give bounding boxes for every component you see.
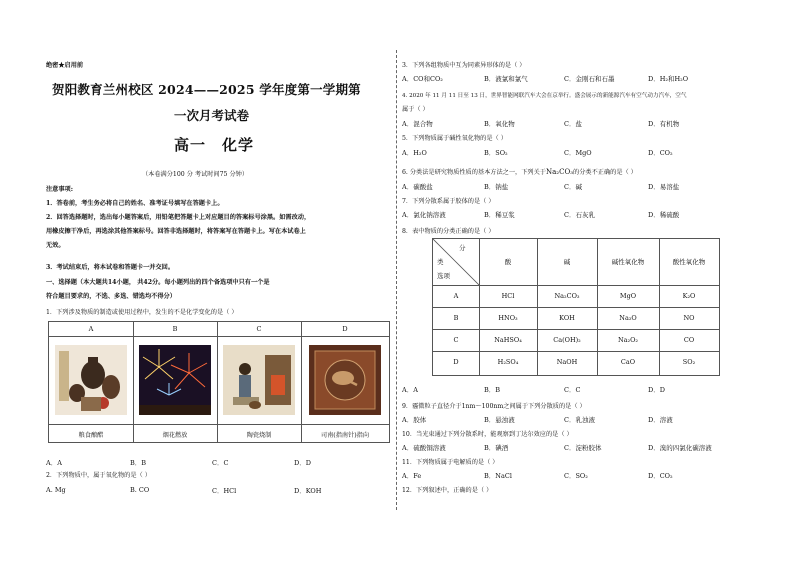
q1-stem: 1．下列涉及物质的制造或使用过程中，发生的不是化学变化的是（ ） [46,309,238,316]
vinegar-brewing-picture [55,345,127,415]
q3-option-a: A．CO和CO₂ [402,75,443,83]
q12-stem: 12．下列叙述中，正确的是（ ） [402,487,493,494]
q6-option-a: A．碳酸盐 [402,183,433,191]
q1-option-b: B．B [130,459,147,467]
q7-option-b: B．稀豆浆 [484,211,515,219]
q1-header-b: B [172,325,178,333]
q8-row-c-acidic-oxide: CO [683,336,695,344]
section1-line1: 一、选择题（本大题共14小题， 共42分。每小题列出的四个备选项中只有一个是 [46,279,270,286]
q3-option-d: D．H₂和H₂O [648,75,689,83]
q8-corner-top: 分 [459,244,466,252]
q8-header-acid: 酸 [504,258,512,266]
q8-corner-bottom: 选项 [437,272,450,280]
q1-header-a: A [88,325,94,333]
q1-image-table [48,321,390,443]
q9-option-d: D．溶液 [648,416,673,424]
q4-option-c: C．盐 [564,120,582,128]
q8-corner-mid: 类 [437,258,444,266]
q5-stem: 5．下列物质属于碱性氧化物的是（ ） [402,135,507,142]
q11-option-d: D．CO₂ [648,472,673,480]
q7-option-d: D．稀硫酸 [648,211,680,219]
q1-option-d: D．D [294,459,311,467]
q8-row-a-label: A [453,292,459,300]
q3-stem: 3．下列各组物质中互为同素异形体的是（ ） [402,62,526,69]
q2-option-d: D．KOH [294,487,322,495]
q5-option-c: C．MgO [564,149,592,157]
secret-label: 绝密★启用前 [46,62,84,69]
q8-row-b-acidic-oxide: NO [683,314,695,322]
q8-option-d: D．D [648,386,665,394]
subject-label: 化学 [222,136,255,154]
q1-caption-a: 粮食酿醋 [78,432,104,439]
q6-option-d: D．易溶盐 [648,183,680,191]
q8-row-a-acidic-oxide: K₂O [682,292,696,300]
notes-heading: 注意事项: [46,186,74,193]
q6-stem-b: 的分类不正确的是（ ） [573,169,637,176]
fireworks-picture [139,345,211,415]
q7-stem: 7．下列分散系属于胶体的是（ ） [402,198,495,205]
ceramic-firing-picture [223,345,295,415]
q6-stem-a: 6. 分类法是研究物质性质的基本方法之一，下列关于 [402,169,546,176]
q6-option-c: C．碱 [564,183,582,191]
q8-header-basic-oxide: 碱性氧化物 [611,258,645,266]
q8-row-d-acid: H₂SO₄ [497,358,519,366]
q4-stem-b: 属于（ ） [402,106,429,113]
q1-option-c: C．C [212,459,229,467]
q1-option-a: A．A [46,459,62,467]
q8-row-b-label: B [453,314,459,322]
q8-stem: 8．表中物质的分类正确的是（ ） [402,228,495,235]
exam-meta: （本卷满分100 分 考试时间75 分钟） [142,171,249,178]
q11-option-b: B．NaCl [484,472,512,480]
q8-row-c-acid: NaHSO₄ [494,336,522,344]
q8-row-a-base: Na₂CO₃ [554,292,580,300]
section1-line2: 符合题目要求的，不选、多选、错选均不得分） [46,293,176,300]
q8-header-acidic-oxide: 酸性氧化物 [672,258,706,266]
q11-stem: 11．下列物质属于电解质的是（ ） [402,459,499,466]
q9-range: 1nm～100nm [461,403,504,410]
q5-option-d: D．CO₂ [648,149,673,157]
grade-label: 高一 [174,136,207,154]
q6-stem [402,167,637,176]
q10-option-c: C．淀粉胶体 [564,444,602,452]
q1-caption-d: 司南(指南针)指向 [320,432,370,439]
q8-option-b: B．B [484,386,501,394]
q4-stem-a: 4. 2020 年 11 月 11 日至 13 日，世界智能网联汽车大会在京举行。盛会展示的新能源汽车有空气动力汽车，空气 [402,93,687,99]
q8-row-c-base: Ca(OH)₂ [553,336,581,344]
q8-row-a-basic-oxide: MgO [619,292,637,300]
q8-option-a: A．A [402,386,418,394]
q3-option-b: B．液氯和氯气 [484,75,528,83]
q8-row-a-acid: HCl [501,292,515,300]
compass-sinan-picture [309,345,381,415]
q6-option-b: B．钠盐 [484,183,509,191]
q5-option-b: B．SO₂ [484,149,508,157]
q5-option-a: A．H₂O [402,149,427,157]
q9-option-c: C．乳浊液 [564,416,595,424]
note-3: 3．考试结束后，将本试卷和答题卡一并交回。 [46,264,175,271]
q9-stem-b: 之间属于下列分散质的是（ ） [503,403,586,410]
q4-option-a: A．混合物 [402,120,433,128]
q10-option-a: A．硫酸铜溶液 [402,444,446,452]
q2-option-c: C．HCl [212,487,237,495]
q8-classification-table [432,238,720,376]
q1-caption-b: 烟花燃放 [162,432,188,439]
q9-option-b: B．悬浊液 [484,416,515,424]
note-2c: 无效。 [46,242,65,249]
q8-row-c-label: C [453,336,459,344]
q8-row-d-acidic-oxide: SO₂ [682,358,696,366]
q4-option-b: B．氧化物 [484,120,515,128]
q11-option-a: A．Fe [402,472,422,480]
q3-option-c: C．金刚石和石墨 [564,75,615,83]
q8-row-d-basic-oxide: CaO [620,358,636,366]
q10-option-d: D．溴的四氯化碳溶液 [648,444,712,452]
q8-row-b-base: KOH [559,314,575,322]
note-2a: 2．回答选择题时，选出每小题答案后，用铅笔把答题卡上对应题目的答案标号涂黑。如需改动， [46,214,311,221]
q1-caption-c: 陶瓷烧制 [246,432,272,439]
q2-option-a: A. Mg [46,486,66,494]
q4-option-d: D．有机物 [648,120,680,128]
q7-option-a: A．氯化钠溶液 [402,211,446,219]
q8-row-d-base: NaOH [556,358,578,366]
column-divider [396,50,397,510]
exam-title-line1: 贺阳教育兰州校区 2024——2025 学年度第一学期第 [52,82,361,97]
q2-stem: 2．下列物质中，属于氧化物的是（ ） [46,472,151,479]
note-1: 1．答卷前，考生务必将自己的姓名、准考证号填写在答题卡上。 [46,200,224,207]
note-2b: 用橡皮擦干净后，再选涂其他答案标号。回答非选择题时，将答案写在答题卡上。写在本试卷上 [46,228,306,235]
q8-header-base: 碱 [563,258,571,266]
q9-stem-a: 9．霾微粒子直径介于 [402,403,462,410]
q9-stem [402,401,586,410]
subject-heading [174,134,254,155]
q8-option-c: C．C [564,386,581,394]
q7-option-c: C．石灰乳 [564,211,595,219]
q8-row-b-basic-oxide: Na₂O [619,314,637,322]
q9-option-a: A．胶体 [402,416,427,424]
q2-option-b: B. CO [130,486,150,494]
q8-row-b-acid: HNO₃ [498,314,518,322]
exam-title-line2: 一次月考试卷 [174,108,250,123]
q10-stem: 10．当光束通过下列分散系时，能观察到丁达尔效应的是（ ） [402,431,573,438]
q1-header-d: D [342,325,348,333]
q1-header-c: C [256,325,262,333]
q6-formula: Na₂CO₃ [546,168,574,176]
q8-row-c-basic-oxide: Na₂O₂ [617,336,639,344]
q8-row-d-label: D [453,358,459,366]
q10-option-b: B．碘酒 [484,444,509,452]
q11-option-c: C．SO₂ [564,472,588,480]
